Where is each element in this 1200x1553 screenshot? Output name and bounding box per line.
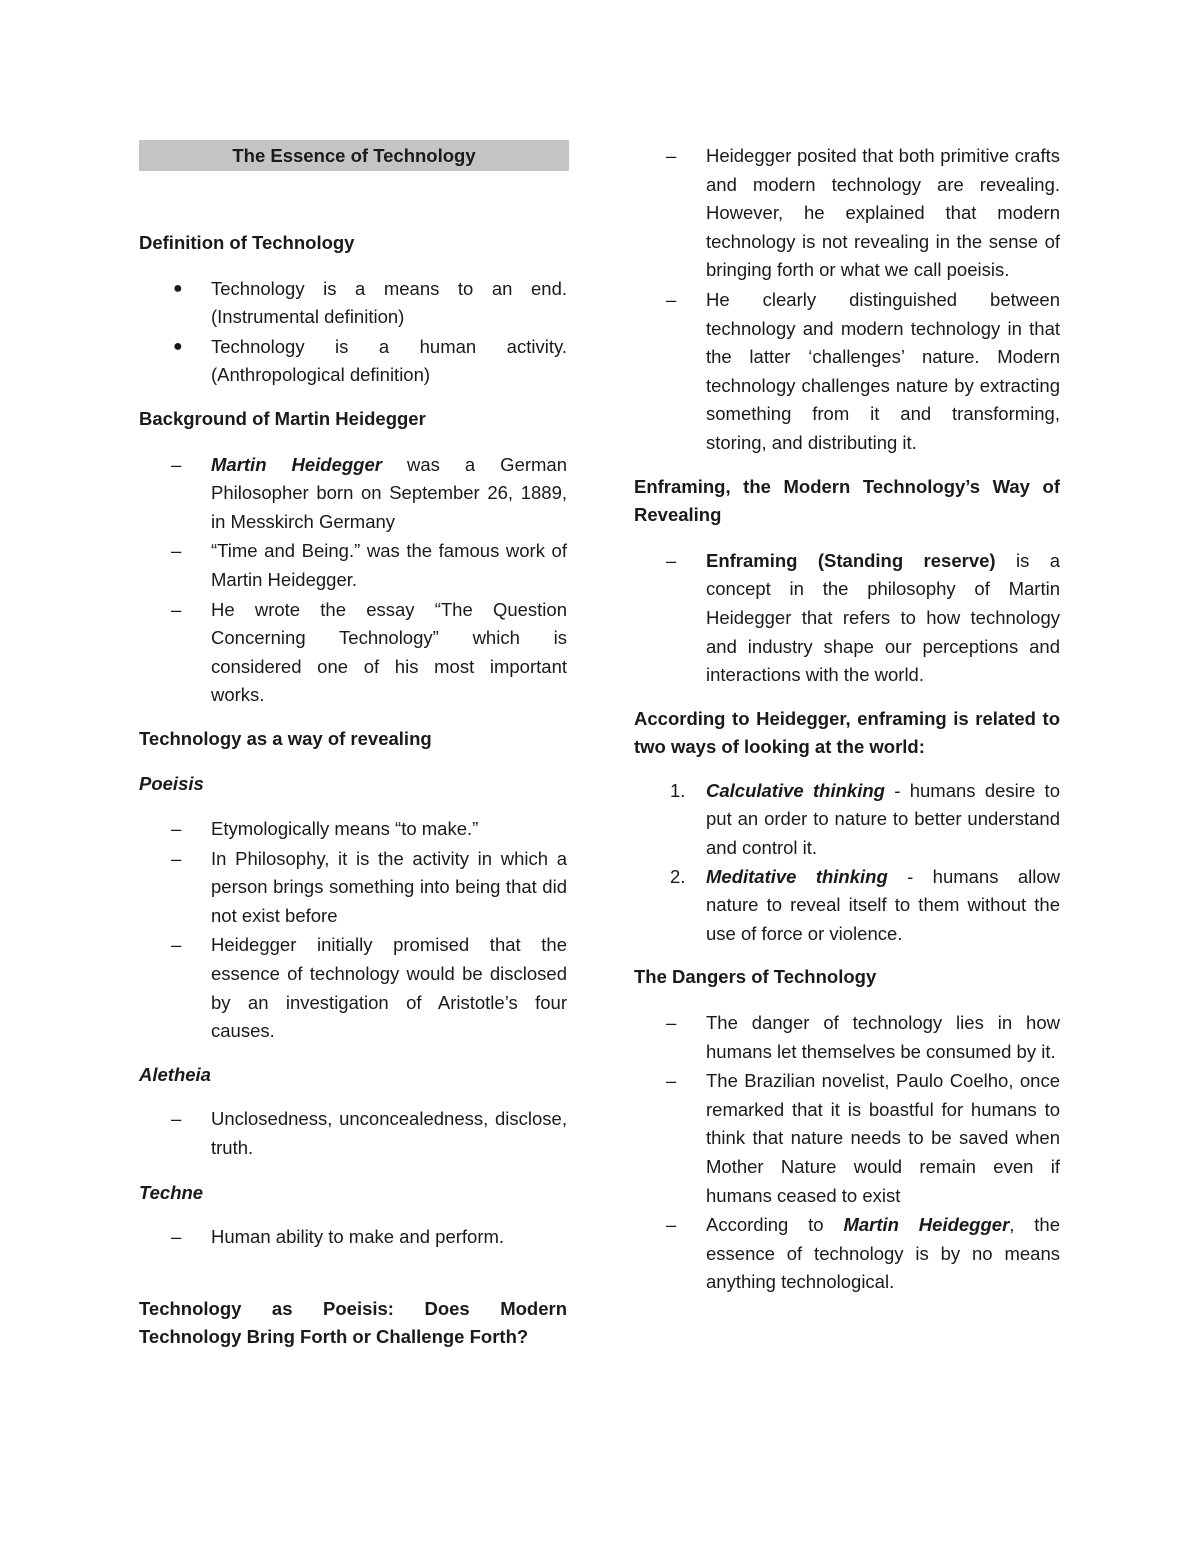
poeisis-list xyxy=(139,815,567,1046)
dangers-heading: The Dangers of Technology xyxy=(634,966,877,988)
aletheia-heading: Aletheia xyxy=(139,1063,211,1085)
dash-icon: – xyxy=(666,549,677,571)
background-list xyxy=(139,451,567,710)
aletheia-list xyxy=(139,1105,567,1162)
list-item: – According to Martin Heidegger, the essence of technology is by no means anything technological. xyxy=(634,1211,1060,1297)
dash-icon: – xyxy=(171,818,182,840)
dash-icon: – xyxy=(666,1012,677,1034)
bullet-icon: ● xyxy=(173,279,183,297)
dash-icon: – xyxy=(171,453,182,475)
list-item: – Martin Heidegger was a German Philosopher born on September 26, 1889, in Messkirch Germany xyxy=(139,451,567,537)
poeisis-question-heading: Technology as Poeisis: Does Modern Technology Bring Forth or Challenge Forth? xyxy=(139,1297,567,1348)
dash-icon: – xyxy=(171,598,182,620)
dash-icon: – xyxy=(171,934,182,956)
dangers-list xyxy=(634,1009,1060,1297)
definition-list xyxy=(139,275,567,390)
definition-heading: Definition of Technology xyxy=(139,232,355,253)
dash-icon: – xyxy=(171,1108,182,1130)
dash-icon: – xyxy=(666,1070,677,1092)
techne-heading: Techne xyxy=(139,1181,204,1203)
list-item: – In Philosophy, it is the activity in which a person brings something into being that did not exist before xyxy=(139,845,567,931)
techne-list xyxy=(139,1223,567,1252)
according-heading: According to Heidegger, enframing is related to two ways of looking at the world: xyxy=(634,707,1060,758)
right-top-list xyxy=(634,142,1060,458)
dash-icon: – xyxy=(666,1214,677,1236)
background-heading: Background of Martin Heidegger xyxy=(139,407,426,429)
dash-icon: – xyxy=(666,145,677,166)
list-item: 1. Calculative thinking - humans desire to put an order to nature to better understand and control it. xyxy=(670,779,1060,859)
dash-icon: – xyxy=(171,540,182,562)
list-item: – He wrote the essay “The Question Concerning Technology” which is considered one of his most important works. xyxy=(139,596,567,710)
list-item: – Heidegger initially promised that the essence of technology would be disclosed by an investigation of Aristotle’s four causes. xyxy=(139,931,567,1045)
right-column xyxy=(634,142,1060,1297)
list-item: – The Brazilian novelist, Paulo Coelho, once remarked that it is boastful for humans to think that nature needs to be saved when Mother Nature would remain even if humans ceased to exist xyxy=(634,1067,1060,1210)
enframing-list xyxy=(634,547,1060,690)
poeisis-heading: Poeisis xyxy=(139,772,204,794)
list-item: – Heidegger posited that both primitive crafts and modern technology are revealing. However, he explained that modern technology is not revealing in the sense of bringing forth or what we call poeisis. xyxy=(634,142,1060,285)
list-item: 2. Meditative thinking - humans allow nature to reveal itself to them without the use of force or violence. xyxy=(670,865,1060,944)
list-item: – Unclosedness, unconcealedness, disclose, truth. xyxy=(139,1105,567,1162)
bullet-icon: ● xyxy=(173,337,183,355)
list-item: – “Time and Being.” was the famous work of Martin Heidegger. xyxy=(139,537,567,594)
list-item: – Etymologically means “to make.” xyxy=(139,815,567,844)
list-item: – He clearly distinguished between technology and modern technology in that the latter ‘challenges’ nature. Modern technology challenges nature by extracting something from it and transforming, storing, and distributing it. xyxy=(634,286,1060,458)
list-item: – Enframing (Standing reserve) is a concept in the philosophy of Martin Heidegger that refers to how technology and industry shape our perceptions and interactions with the world. xyxy=(634,547,1060,690)
dash-icon: – xyxy=(666,288,677,310)
dash-icon: – xyxy=(171,1226,182,1248)
list-item: ● Technology is a human activity. (Anthropological definition) xyxy=(139,333,567,390)
list-item: – The danger of technology lies in how humans let themselves be consumed by it. xyxy=(634,1009,1060,1066)
left-column xyxy=(139,140,567,1352)
enframing-heading: Enframing, the Modern Technology’s Way of Revealing xyxy=(634,475,1060,526)
list-item: – Human ability to make and perform. xyxy=(139,1223,567,1252)
list-item: ● Technology is a means to an end. (Instrumental definition) xyxy=(139,275,567,332)
revealing-heading: Technology as a way of revealing xyxy=(139,727,432,749)
dash-icon: – xyxy=(171,847,182,869)
document-title: The Essence of Technology xyxy=(139,140,569,171)
thinking-list xyxy=(634,777,1060,949)
